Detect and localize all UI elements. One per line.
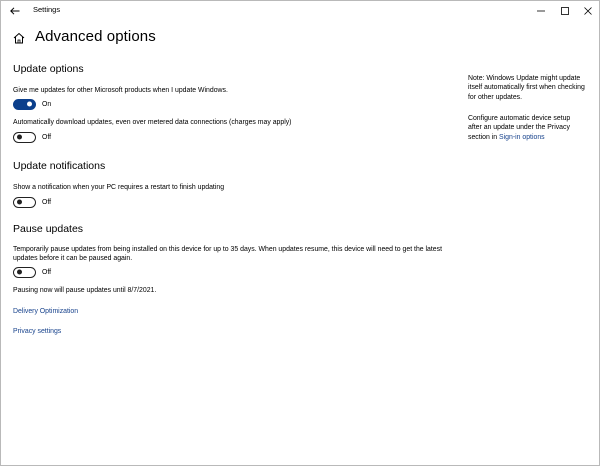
device-setup-line3-prefix: section in bbox=[468, 133, 500, 141]
back-arrow-icon bbox=[10, 7, 20, 15]
minimize-button[interactable] bbox=[528, 1, 554, 21]
other-products-toggle[interactable] bbox=[13, 99, 36, 110]
app-title: Settings bbox=[33, 5, 61, 14]
toggle-knob bbox=[17, 135, 22, 140]
metered-connection-description: Automatically download updates, even over metered data connections (charges may apply) bbox=[13, 119, 292, 126]
device-setup-line2: after an update under the Privacy bbox=[468, 124, 570, 132]
delivery-optimization-link[interactable]: Delivery Optimization bbox=[13, 308, 79, 315]
close-icon bbox=[584, 7, 592, 15]
other-products-toggle-row bbox=[13, 98, 51, 110]
other-products-description: Give me updates for other Microsoft products when I update Windows. bbox=[13, 87, 228, 94]
metered-connection-toggle[interactable] bbox=[13, 132, 36, 143]
maximize-icon bbox=[561, 7, 569, 15]
close-button[interactable] bbox=[575, 1, 600, 21]
pause-updates-description-line1: Temporarily pause updates from being installed on this device for up to 35 days. When updates resume, this device will need to get the latest bbox=[13, 246, 442, 253]
title-bar bbox=[1, 1, 599, 21]
device-setup-line3 bbox=[468, 133, 590, 142]
metered-connection-state: Off bbox=[42, 133, 52, 141]
sign-in-options-link[interactable]: Sign-in options bbox=[499, 133, 545, 141]
update-options-heading: Update options bbox=[13, 63, 84, 75]
restart-notification-toggle-row bbox=[13, 196, 51, 208]
pause-updates-heading: Pause updates bbox=[13, 223, 84, 235]
toggle-knob bbox=[17, 270, 22, 275]
device-setup-line1: Configure automatic device setup bbox=[468, 115, 571, 122]
other-products-state: On bbox=[42, 100, 52, 108]
back-button[interactable] bbox=[7, 3, 23, 19]
update-note-line3: for other updates. bbox=[468, 93, 523, 101]
pause-updates-state: Off bbox=[42, 268, 52, 276]
update-note-line2: itself automatically first when checking bbox=[468, 84, 585, 92]
minimize-icon bbox=[537, 7, 545, 15]
pause-updates-toggle[interactable] bbox=[13, 267, 36, 278]
update-notifications-heading: Update notifications bbox=[13, 160, 106, 172]
pause-updates-description-line2: updates before it can be paused again. bbox=[13, 255, 133, 262]
privacy-settings-link[interactable]: Privacy settings bbox=[13, 328, 62, 335]
restart-notification-state: Off bbox=[42, 198, 52, 206]
home-icon[interactable] bbox=[13, 32, 25, 44]
toggle-knob bbox=[17, 200, 22, 205]
metered-toggle-row bbox=[13, 131, 51, 143]
restart-notification-toggle[interactable] bbox=[13, 197, 36, 208]
update-note bbox=[468, 74, 590, 102]
restart-notification-description: Show a notification when your PC requires a restart to finish updating bbox=[13, 184, 225, 191]
toggle-knob bbox=[27, 102, 32, 107]
pause-status-text: Pausing now will pause updates until 8/7/2021. bbox=[13, 287, 157, 294]
page-title: Advanced options bbox=[35, 28, 156, 45]
update-note-line1: Note: Windows Update might update bbox=[468, 75, 581, 82]
device-setup-note bbox=[468, 114, 590, 142]
pause-updates-toggle-row bbox=[13, 266, 51, 278]
